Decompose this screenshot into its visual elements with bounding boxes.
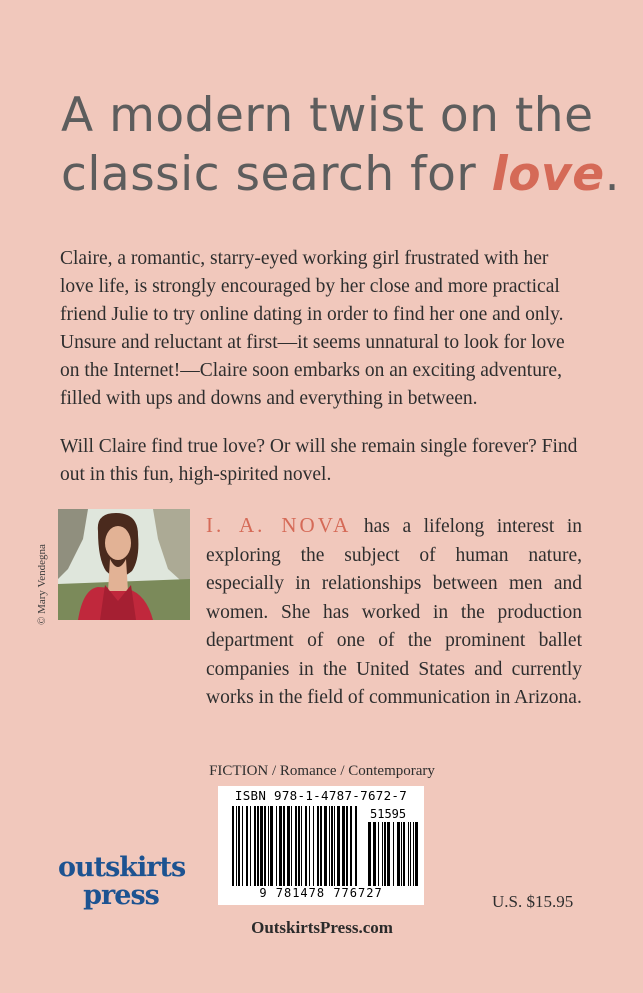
barcode-bar [250, 806, 251, 886]
barcode-bar [291, 806, 292, 886]
barcode-bar [331, 806, 333, 886]
publisher-logo-line-2: press [83, 880, 159, 911]
barcode-bar [355, 806, 357, 886]
barcode-bar [408, 822, 409, 886]
publisher-website: OutskirtsPress.com [251, 918, 393, 937]
barcode-bar [387, 822, 390, 886]
isbn-number: ISBN 978-1-4787-7672-7 [234, 788, 408, 803]
author-photo [58, 509, 190, 620]
barcode-bar [260, 806, 263, 886]
blurb-paragraph-2: Will Claire find true love? Or will she remain single forever? Find out in this fun, high-spirited novel. [60, 436, 578, 485]
barcode-bar [384, 822, 386, 886]
author-bio [206, 511, 582, 713]
blurb [60, 245, 580, 509]
headline-line-2 [61, 145, 621, 204]
barcode-bar [301, 806, 302, 886]
barcode-bar [342, 806, 345, 886]
barcode-bar [337, 806, 340, 886]
barcode-bar [242, 806, 243, 886]
barcode-bar [279, 806, 282, 886]
photo-credit: © Mary Vendegna [36, 544, 48, 625]
barcode-bar [309, 806, 310, 886]
barcode-bar [350, 806, 352, 886]
headline-line-2-suffix: . [604, 147, 621, 202]
barcode-bar [270, 806, 273, 886]
author-photo-illustration [58, 509, 190, 620]
barcode-bar [257, 806, 259, 886]
barcode-bar [393, 822, 394, 886]
barcode-bar [324, 806, 327, 886]
barcode-bar [320, 806, 322, 886]
barcode-bar [236, 806, 237, 886]
barcode-bar [246, 806, 248, 886]
barcode-bar [305, 806, 307, 886]
barcode-bar [397, 822, 400, 886]
genre-category: FICTION / Romance / Contemporary [209, 763, 435, 779]
barcode-bar [346, 806, 348, 886]
barcode-bar [298, 806, 300, 886]
barcode-bar [287, 806, 290, 886]
barcode-bar [329, 806, 330, 886]
barcode-bar [313, 806, 314, 886]
barcode-bar [334, 806, 335, 886]
barcode-bar [382, 822, 383, 886]
isbn-barcode [218, 786, 424, 905]
barcode-bar [413, 822, 414, 886]
price: U.S. $15.95 [492, 892, 574, 911]
barcode-bar [378, 822, 379, 886]
ean-digits: 9 781478 776727 [259, 886, 383, 900]
barcode-bar [373, 822, 376, 886]
barcode-bar [410, 822, 411, 886]
barcode-bar [232, 806, 234, 886]
barcode-bar [317, 806, 319, 886]
barcode-price-code: 51595 [370, 807, 407, 821]
barcode-bar [295, 806, 297, 886]
barcode-bar [238, 806, 240, 886]
author-bio-text: has a lifelong interest in exploring the subject of human nature, especially in relationships between men and women. She has worked in the production department of one of the prominent ballet companies in the United States and currently works in the field of communication in Arizona. [206, 516, 582, 708]
barcode-bar [403, 822, 405, 886]
headline-accent-word: love [491, 147, 605, 202]
barcode-bar [415, 822, 418, 886]
barcode-bar [254, 806, 256, 886]
headline-line-1: A modern twist on the [61, 88, 594, 143]
publisher-logo-line-1: outskirts [58, 852, 186, 883]
publisher-logo [58, 854, 184, 910]
barcode-bar [268, 806, 269, 886]
headline-line-2-prefix: classic search for [61, 147, 492, 202]
blurb-paragraph-1: Claire, a romantic, starry-eyed working girl frustrated with her love life, is strongly encouraged by her close and more practical friend Julie to try online dating in order to find her one and only. Unsure and reluctant at first—it seems unnatural to look for love on the Internet!—Claire soon embarks on an exciting adventure, filled with ups and downs and everything in between. [60, 248, 565, 409]
barcode-bar [283, 806, 285, 886]
headline [61, 86, 621, 204]
barcode-bar [401, 822, 402, 886]
barcode-bar [264, 806, 266, 886]
author-name: I. A. NOVA [206, 513, 352, 537]
barcode-bar [368, 822, 371, 886]
barcode-bar [276, 806, 277, 886]
